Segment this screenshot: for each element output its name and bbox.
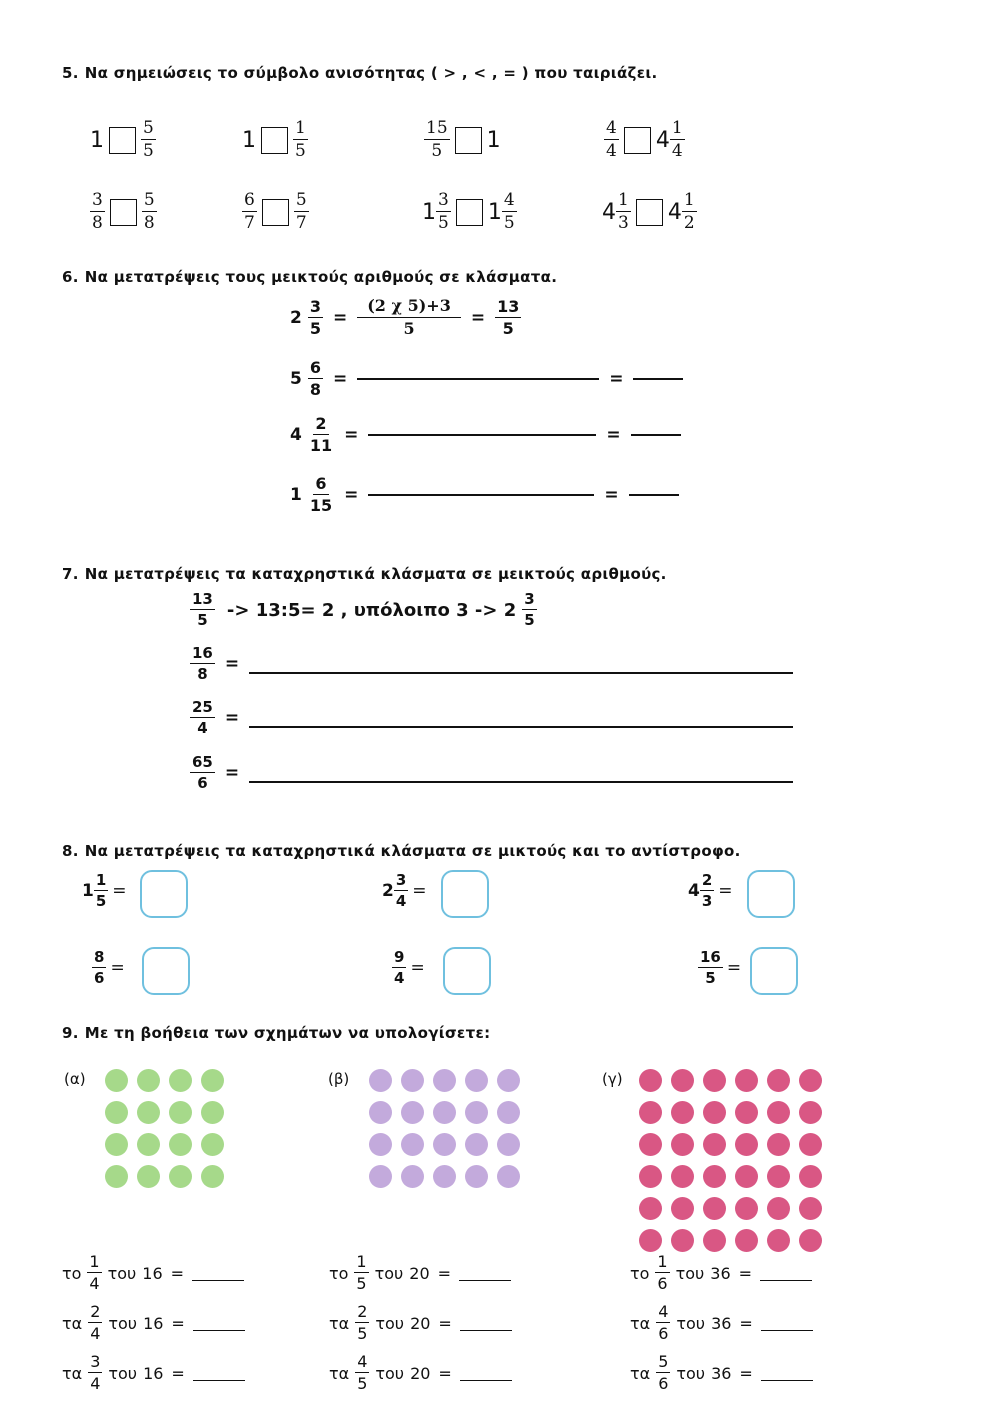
- comparison-item: 1 $\frac{1}{5}$: [242, 118, 306, 161]
- dot: [639, 1165, 662, 1188]
- dot: [639, 1101, 662, 1124]
- dot-grid-b: [369, 1069, 520, 1188]
- dot: [105, 1069, 128, 1092]
- answer-line[interactable]: [357, 378, 599, 380]
- answer-blank[interactable]: [760, 1266, 812, 1281]
- mixed-to-fraction-row: 1 $\frac{6}{15}$ = =: [290, 476, 679, 514]
- comparison-item: $\frac{3}{8}$ $\frac{5}{8}$: [92, 190, 155, 233]
- comparison-item: $\frac{4}{4}$ 4 $\frac{1}{4}$: [606, 118, 683, 161]
- dot: [137, 1133, 160, 1156]
- dot: [735, 1101, 758, 1124]
- fraction-of-calc: το $\frac{1}{5}$ του 20 =: [329, 1254, 511, 1292]
- dot: [105, 1133, 128, 1156]
- fraction-of-calc: το $\frac{1}{4}$ του 16 =: [62, 1254, 244, 1292]
- answer-blank[interactable]: [192, 1266, 244, 1281]
- dot: [735, 1133, 758, 1156]
- dot: [703, 1133, 726, 1156]
- dot: [169, 1101, 192, 1124]
- dot: [671, 1069, 694, 1092]
- dot: [703, 1165, 726, 1188]
- dot: [799, 1197, 822, 1220]
- dot: [497, 1069, 520, 1092]
- fraction-of-calc: το $\frac{1}{6}$ του 36 =: [630, 1254, 812, 1292]
- dot: [639, 1069, 662, 1092]
- section-5-heading: 5. Να σημειώσεις το σύμβολο ανισότητας ( > , < , = ) που ταιριάζει.: [62, 64, 658, 82]
- answer-box[interactable]: [142, 947, 190, 995]
- dot: [169, 1165, 192, 1188]
- answer-blank[interactable]: [761, 1316, 813, 1331]
- dot: [735, 1229, 758, 1252]
- mixed-to-fraction-row: 4 $\frac{2}{11}$ = =: [290, 416, 681, 454]
- fraction-of-calc: τα $\frac{4}{6}$ του 36 =: [630, 1304, 813, 1342]
- dot: [767, 1197, 790, 1220]
- section-9-heading: 9. Με τη βοήθεια των σχημάτων να υπολογίσετε:: [62, 1024, 491, 1042]
- dot: [671, 1197, 694, 1220]
- comparison-box[interactable]: [110, 199, 137, 226]
- comparison-box[interactable]: [636, 199, 663, 226]
- dot: [671, 1133, 694, 1156]
- comparison-box[interactable]: [624, 127, 651, 154]
- comparison-box[interactable]: [456, 199, 483, 226]
- dot: [369, 1165, 392, 1188]
- comparison-item: $\frac{15}{5}$ 1: [426, 118, 501, 161]
- answer-blank[interactable]: [460, 1366, 512, 1381]
- answer-line[interactable]: [368, 494, 594, 496]
- comparison-box[interactable]: [262, 199, 289, 226]
- dot: [137, 1101, 160, 1124]
- comparison-item: 1 $\frac{3}{5}$ 1 $\frac{4}{5}$: [422, 190, 515, 233]
- answer-box[interactable]: [140, 870, 188, 918]
- answer-blank[interactable]: [193, 1366, 245, 1381]
- dot: [799, 1165, 822, 1188]
- answer-box[interactable]: [750, 947, 798, 995]
- dot: [401, 1069, 424, 1092]
- dot: [639, 1133, 662, 1156]
- dot: [703, 1069, 726, 1092]
- improper-to-mixed-item: $\frac{16}{5}$ =: [700, 948, 742, 987]
- dot: [671, 1101, 694, 1124]
- dot: [201, 1165, 224, 1188]
- dot: [169, 1133, 192, 1156]
- dot: [433, 1101, 456, 1124]
- improper-to-mixed-item: $\frac{8}{6}$ =: [94, 948, 125, 987]
- dot: [767, 1165, 790, 1188]
- mixed-to-fraction-row: 5 $\frac{6}{8}$ = =: [290, 360, 683, 398]
- answer-line[interactable]: [249, 672, 793, 674]
- dot: [465, 1165, 488, 1188]
- comparison-item: 4 $\frac{1}{3}$ 4 $\frac{1}{2}$: [602, 190, 695, 233]
- group-label: (α): [64, 1070, 86, 1088]
- dot: [767, 1229, 790, 1252]
- dot: [799, 1133, 822, 1156]
- answer-line[interactable]: [633, 378, 683, 380]
- dot: [201, 1133, 224, 1156]
- answer-line[interactable]: [368, 434, 596, 436]
- dot: [497, 1133, 520, 1156]
- dot: [639, 1197, 662, 1220]
- dot: [703, 1197, 726, 1220]
- mixed-to-improper-item: 2 $\frac{3}{4}$ =: [382, 871, 427, 910]
- group-label: (β): [328, 1070, 350, 1088]
- dot: [497, 1101, 520, 1124]
- dot: [735, 1069, 758, 1092]
- dot: [105, 1101, 128, 1124]
- answer-blank[interactable]: [460, 1316, 512, 1331]
- dot: [433, 1133, 456, 1156]
- dot: [767, 1069, 790, 1092]
- answer-line[interactable]: [249, 726, 793, 728]
- dot: [369, 1133, 392, 1156]
- dot: [465, 1069, 488, 1092]
- answer-blank[interactable]: [459, 1266, 511, 1281]
- dot: [465, 1101, 488, 1124]
- dot: [671, 1229, 694, 1252]
- dot: [369, 1101, 392, 1124]
- answer-line[interactable]: [631, 434, 681, 436]
- answer-line[interactable]: [629, 494, 679, 496]
- comparison-item: 1 $\frac{5}{5}$: [90, 118, 154, 161]
- dot: [433, 1165, 456, 1188]
- comparison-box[interactable]: [455, 127, 482, 154]
- dot: [433, 1069, 456, 1092]
- dot: [105, 1165, 128, 1188]
- dot: [137, 1069, 160, 1092]
- fraction-of-calc: τα $\frac{3}{4}$ του 16 =: [62, 1354, 245, 1392]
- answer-line[interactable]: [249, 781, 793, 783]
- section-8-heading: 8. Να μετατρέψεις τα καταχρηστικά κλάσματα σε μικτούς και το αντίστροφο.: [62, 842, 741, 860]
- dot: [735, 1165, 758, 1188]
- fraction-to-mixed-row: $\frac{16}{8}$ =: [190, 646, 793, 682]
- dot: [465, 1133, 488, 1156]
- section-7-heading: 7. Να μετατρέψεις τα καταχρηστικά κλάσματα σε μεικτούς αριθμούς.: [62, 565, 667, 583]
- mixed-to-improper-item: 1 $\frac{1}{5}$ =: [82, 871, 127, 910]
- dot: [169, 1069, 192, 1092]
- fraction-of-calc: τα $\frac{5}{6}$ του 36 =: [630, 1354, 813, 1392]
- mixed-to-improper-item: 4 $\frac{2}{3}$ =: [688, 871, 733, 910]
- dot: [201, 1101, 224, 1124]
- dot-grid-a: [105, 1069, 224, 1188]
- comparison-box[interactable]: [261, 127, 288, 154]
- dot-grid-c: [639, 1069, 822, 1252]
- dot: [401, 1101, 424, 1124]
- dot: [799, 1069, 822, 1092]
- fraction-of-calc: τα $\frac{4}{5}$ του 20 =: [329, 1354, 512, 1392]
- comparison-box[interactable]: [109, 127, 136, 154]
- fraction-of-calc: τα $\frac{2}{5}$ του 20 =: [329, 1304, 512, 1342]
- dot: [201, 1069, 224, 1092]
- dot: [703, 1229, 726, 1252]
- dot: [401, 1165, 424, 1188]
- dot: [369, 1069, 392, 1092]
- dot: [767, 1101, 790, 1124]
- dot: [799, 1229, 822, 1252]
- dot: [799, 1101, 822, 1124]
- dot: [703, 1101, 726, 1124]
- answer-blank[interactable]: [761, 1366, 813, 1381]
- fraction-to-mixed-row: $\frac{65}{6}$ =: [190, 755, 793, 791]
- group-label: (γ): [602, 1070, 623, 1088]
- improper-to-mixed-item: $\frac{9}{4}$ =: [394, 948, 425, 987]
- comparison-item: $\frac{6}{7}$ $\frac{5}{7}$: [244, 190, 307, 233]
- fraction-to-mixed-row: $\frac{25}{4}$ =: [190, 700, 793, 736]
- example-mixed-to-fraction: 2 $\frac{3}{5}$ = $\frac{(2 \chi 5)+3}{5}$ = $\frac{13}{5}$: [290, 296, 520, 338]
- answer-box[interactable]: [441, 870, 489, 918]
- dot: [639, 1229, 662, 1252]
- fraction-of-calc: τα $\frac{2}{4}$ του 16 =: [62, 1304, 245, 1342]
- dot: [497, 1165, 520, 1188]
- answer-box[interactable]: [747, 870, 795, 918]
- dot: [671, 1165, 694, 1188]
- dot: [735, 1197, 758, 1220]
- section-6-heading: 6. Να μετατρέψεις τους μεικτούς αριθμούς σε κλάσματα.: [62, 268, 558, 286]
- example-fraction-to-mixed: $\frac{13}{5}$ -> 13:5= 2 , υπόλοιπο 3 -> 2 $\frac{3}{5}$: [192, 590, 535, 629]
- dot: [137, 1165, 160, 1188]
- dot: [767, 1133, 790, 1156]
- dot: [401, 1133, 424, 1156]
- answer-blank[interactable]: [193, 1316, 245, 1331]
- answer-box[interactable]: [443, 947, 491, 995]
